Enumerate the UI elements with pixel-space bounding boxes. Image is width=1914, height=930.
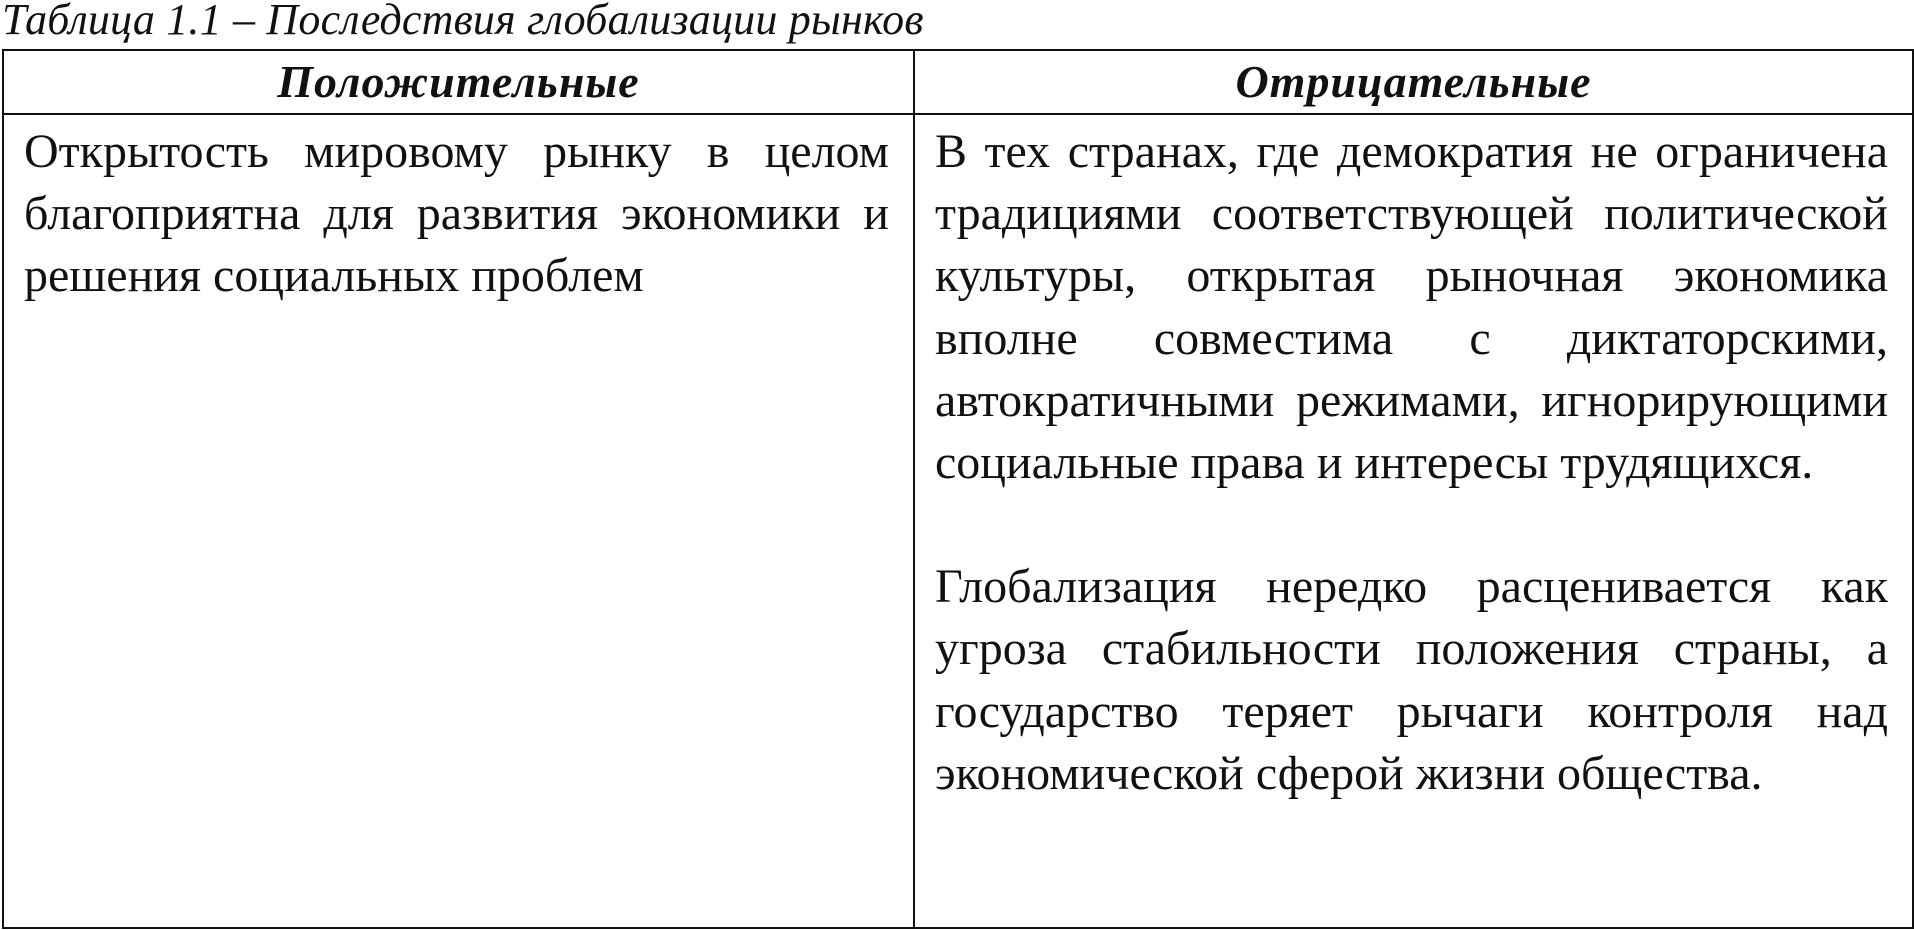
consequences-table bbox=[2, 49, 1914, 929]
negative-cell bbox=[914, 114, 1913, 928]
positive-text: Открытость мировому рынку в целом благоприятна для развития экономики и решения социальных проблем bbox=[24, 125, 889, 303]
positive-cell bbox=[3, 114, 914, 928]
table-row bbox=[3, 114, 1913, 928]
negative-paragraph-2: Глобализация нередко расценивается как угроза стабильности положения страны, а государство теряет рычаги контроля над экономической сферой жизни общества. bbox=[935, 560, 1888, 800]
table-caption: Таблица 1.1 – Последствия глобализации рынков bbox=[2, 0, 924, 44]
header-positive: Положительные bbox=[3, 50, 914, 114]
header-negative: Отрицательные bbox=[914, 50, 1913, 114]
negative-paragraph-1: В тех странах, где демократия не ограничена традициями соответствующей политической культуры, открытая рыночная экономика вполне совместима с диктаторскими, автократичными режимами, игнорирующими социальные права и интересы трудящихся. bbox=[935, 125, 1888, 490]
table-header-row bbox=[3, 50, 1913, 114]
